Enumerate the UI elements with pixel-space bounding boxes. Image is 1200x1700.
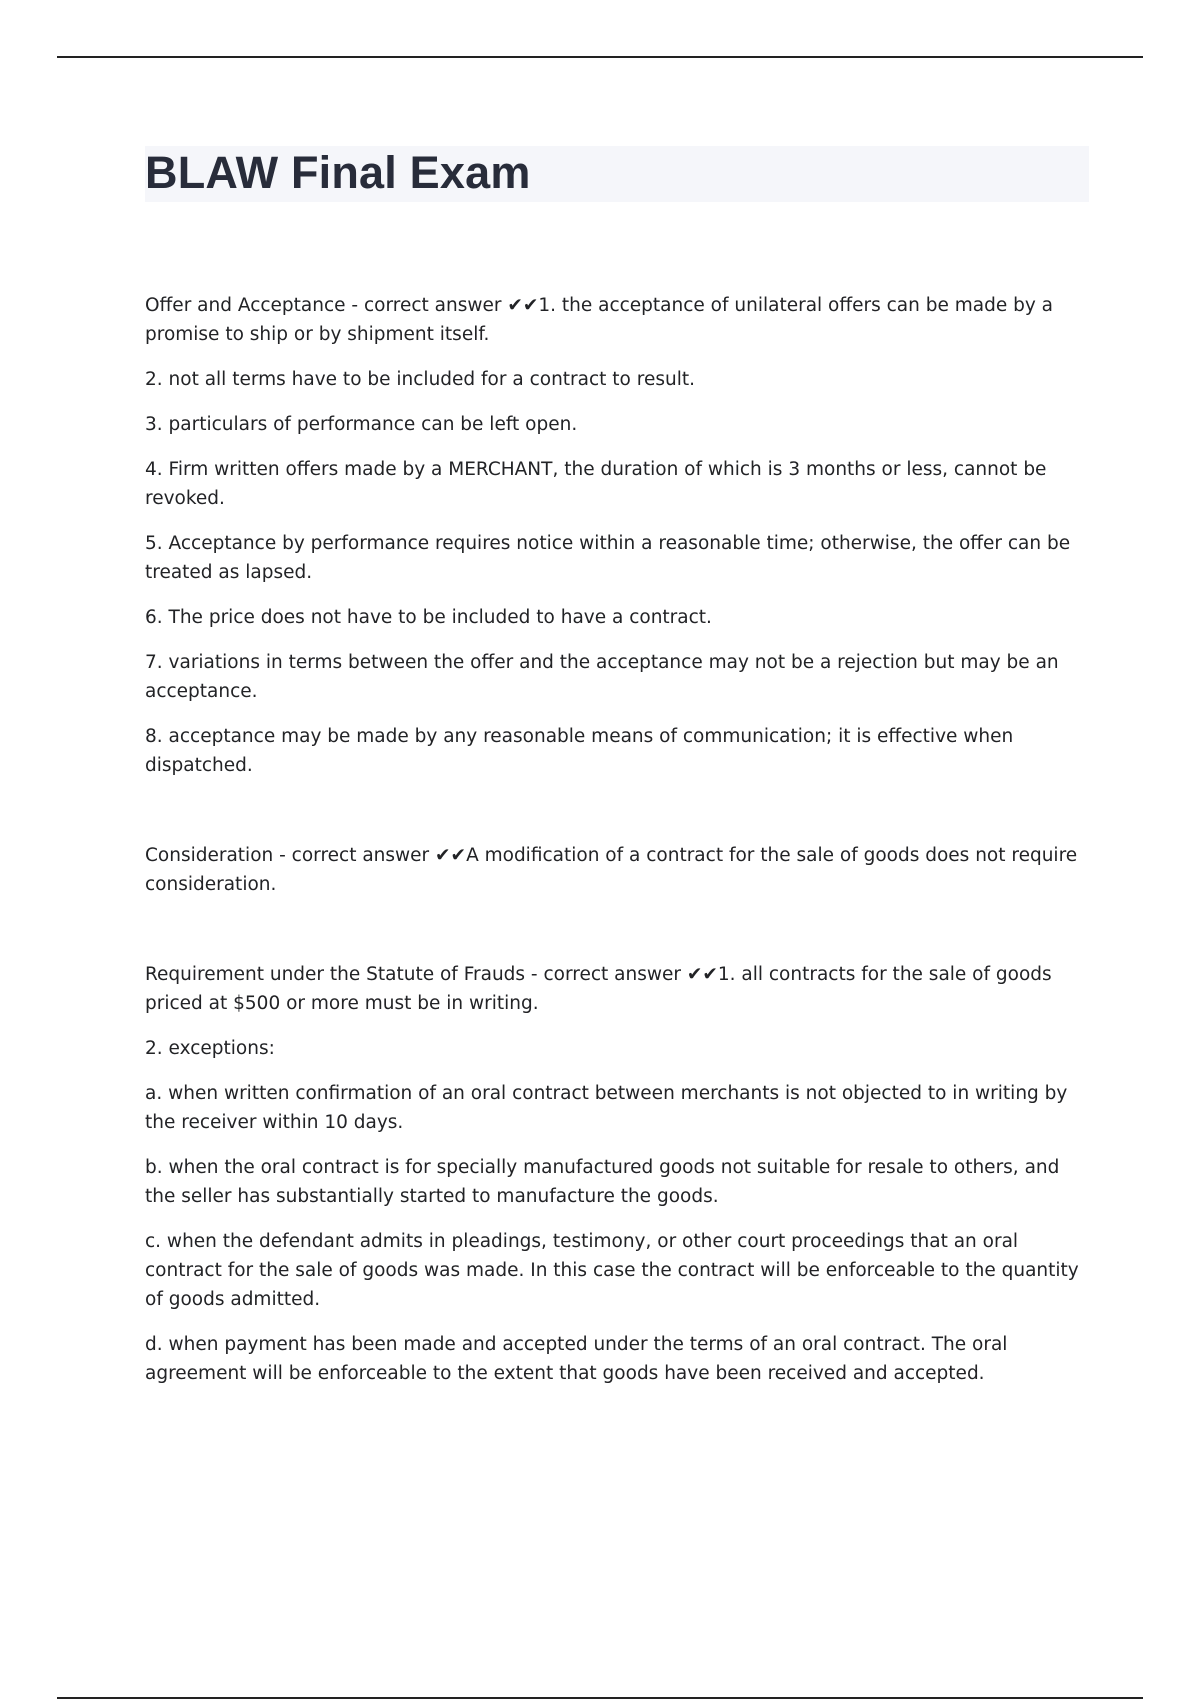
bottom-rule [57, 1697, 1143, 1699]
document-title: BLAW Final Exam [145, 147, 531, 198]
answer-paragraph: 8. acceptance may be made by any reasonable means of communication; it is effective when dispatched. [145, 726, 1014, 776]
answer-paragraph: 2. exceptions: [145, 1038, 275, 1059]
answer-separator: - correct answer [273, 845, 436, 866]
question-term: Offer and Acceptance [145, 295, 346, 316]
qa-question-line [145, 291, 1089, 349]
qa-section-consideration [145, 841, 1089, 899]
answer-paragraph: 4. Firm written offers made by a MERCHANT, the duration of which is 3 months or less, cannot be revoked. [145, 459, 1047, 509]
double-check-icon: ✔✔ [507, 295, 539, 316]
qa-section-offer-acceptance [145, 291, 1089, 780]
answer-paragraph: 6. The price does not have to be included to have a contract. [145, 607, 712, 628]
answer-paragraph: a. when written confirmation of an oral contract between merchants is not objected to in writing by the receiver within 10 days. [145, 1083, 1068, 1133]
question-term: Requirement under the Statute of Frauds [145, 964, 526, 985]
double-check-icon: ✔✔ [435, 845, 467, 866]
answer-first-line: 1. the acceptance of unilateral offers can be made by a promise to ship or by shipment itself. [145, 295, 1054, 345]
top-rule [57, 56, 1143, 58]
qa-section-statute-of-frauds [145, 960, 1089, 1388]
answer-paragraph: b. when the oral contract is for specially manufactured goods not suitable for resale to others, and the seller has substantially started to manufacture the goods. [145, 1157, 1060, 1207]
answer-paragraph: c. when the defendant admits in pleadings, testimony, or other court proceedings that an oral contract for the sale of goods was made. In this case the contract will be enforceable to the quantity of goods admitted. [145, 1231, 1079, 1310]
answer-separator: - correct answer [345, 295, 508, 316]
answer-first-line: 1. all contracts for the sale of goods priced at $500 or more must be in writing. [145, 964, 1052, 1014]
answer-first-line: A modification of a contract for the sale of goods does not require consideration. [145, 845, 1078, 895]
answer-paragraph: d. when payment has been made and accepted under the terms of an oral contract. The oral agreement will be enforceable to the extent that goods have been received and accepted. [145, 1334, 1008, 1384]
double-check-icon: ✔✔ [686, 964, 718, 985]
answer-paragraph: 5. Acceptance by performance requires notice within a reasonable time; otherwise, the offer can be treated as lapsed. [145, 533, 1071, 583]
answer-paragraph: 2. not all terms have to be included for a contract to result. [145, 369, 695, 390]
answer-paragraph: 3. particulars of performance can be left open. [145, 414, 578, 435]
qa-question-line [145, 841, 1089, 899]
answer-separator: - correct answer [525, 964, 687, 985]
question-term: Consideration [145, 845, 274, 866]
document-body [145, 291, 1089, 1388]
qa-question-line [145, 960, 1089, 1018]
answer-paragraph: 7. variations in terms between the offer and the acceptance may not be a rejection but may be an acceptance. [145, 652, 1059, 702]
